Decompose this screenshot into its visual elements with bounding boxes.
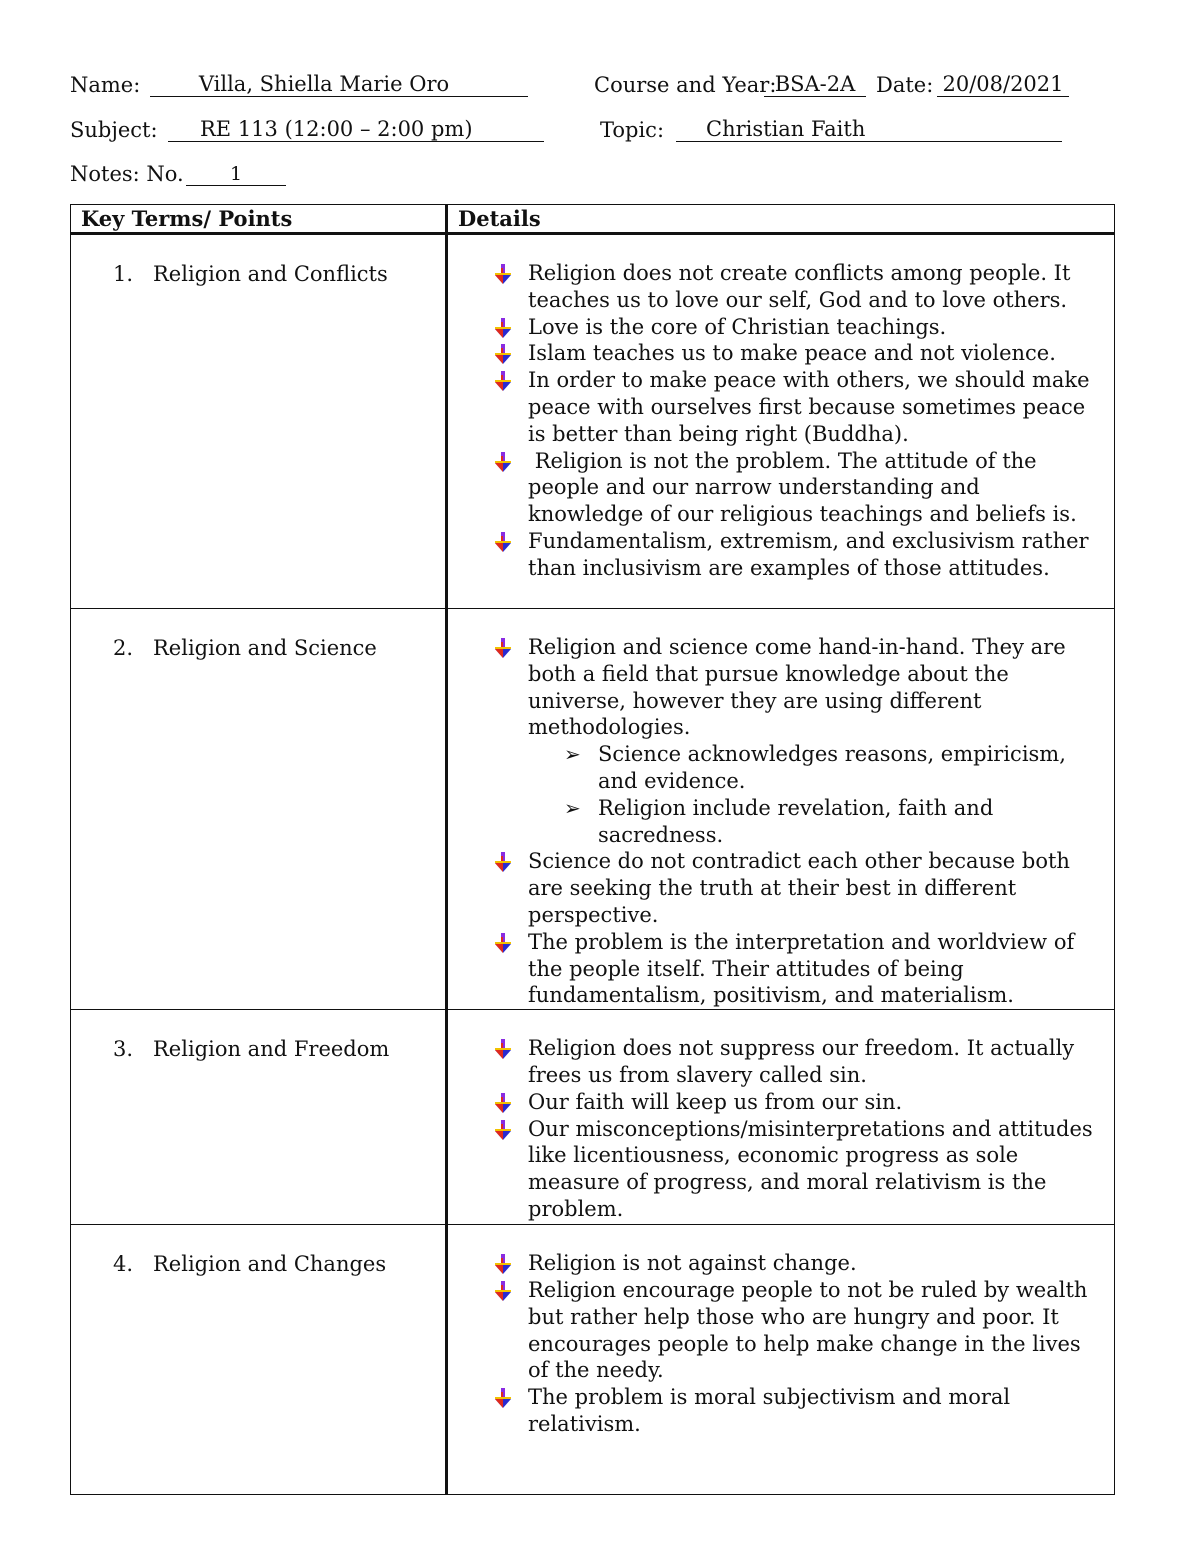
- list-item: Fundamentalism, extremism, and exclusivism rather than inclusivism are examples of those attitudes.: [528, 528, 1098, 582]
- course-value: BSA-2A: [764, 72, 866, 97]
- arrowhead-icon: ➢: [564, 795, 581, 820]
- list-item: The problem is moral subjectivism and moral relativism.: [528, 1384, 1098, 1438]
- arrow-down-bullet-icon: [492, 851, 514, 873]
- name-label: Name:: [70, 73, 141, 97]
- list-item: Our misconceptions/misinterpretations and attitudes like licentiousness, economic progress as sole measure of progress, and moral relativism is the problem.: [528, 1116, 1098, 1223]
- key-terms-header: Key Terms/ Points: [71, 205, 447, 234]
- arrow-down-bullet-icon: [492, 531, 514, 553]
- sub-list-item: ➢ Religion include revelation, faith and sacredness.: [564, 795, 994, 847]
- list-item: Religion is not the problem. The attitude of the people and our narrow understanding and knowledge of our religious teachings and beliefs is.: [528, 448, 1098, 528]
- table-row: [71, 1010, 1115, 1225]
- sub-list: [528, 741, 1098, 848]
- arrow-down-bullet-icon: [492, 370, 514, 392]
- table-row: [71, 234, 1115, 609]
- arrow-down-bullet-icon: [492, 1092, 514, 1114]
- notes-label: Notes: No.: [70, 162, 184, 186]
- list-item: Islam teaches us to make peace and not violence.: [528, 340, 1098, 367]
- course-label: Course and Year:: [594, 73, 777, 97]
- list-item: The problem is the interpretation and worldview of the people itself. Their attitudes of being fundamentalism, positivism, and materialism.: [528, 929, 1098, 1009]
- topic-label: Topic:: [600, 118, 665, 142]
- arrow-down-bullet-icon: [492, 451, 514, 473]
- key-term: 3. Religion and Freedom: [113, 1037, 390, 1062]
- details-list: [448, 1010, 1114, 1223]
- key-term: 1. Religion and Conflicts: [113, 262, 388, 286]
- topic-value: Christian Faith: [676, 117, 1062, 142]
- arrow-down-bullet-icon: [492, 1119, 514, 1141]
- key-term: 2. Religion and Science: [113, 636, 377, 660]
- list-item: Religion is not against change.: [528, 1250, 1098, 1277]
- list-item: Science do not contradict each other because both are seeking the truth at their best in different perspective.: [528, 848, 1098, 928]
- subject-label: Subject:: [70, 118, 158, 142]
- list-item: Religion encourage people to not be ruled by wealth but rather help those who are hungry and poor. It encourages people to help make change in the lives of the needy.: [528, 1277, 1098, 1384]
- details-list: [448, 235, 1114, 582]
- arrow-down-bullet-icon: [492, 932, 514, 954]
- arrow-down-bullet-icon: [492, 343, 514, 365]
- arrow-down-bullet-icon: [492, 637, 514, 659]
- list-item: Religion does not suppress our freedom. It actually frees us from slavery called sin.: [528, 1035, 1098, 1089]
- subject-value: RE 113 (12:00 – 2:00 pm): [168, 117, 544, 142]
- list-item: In order to make peace with others, we should make peace with ourselves first because sometimes peace is better than being right (Buddha).: [528, 367, 1098, 447]
- table-row: [71, 1225, 1115, 1495]
- list-item: Our faith will keep us from our sin.: [528, 1089, 1098, 1116]
- date-label: Date:: [876, 73, 934, 97]
- date-value: 20/08/2021: [937, 72, 1069, 97]
- list-item: Religion and science come hand-in-hand. They are both a field that pursue knowledge about the universe, however they are using different methodologies. ➢ Science acknowledges reasons, empiricism, and evidence. ➢ Religion include revelation, faith and sacredness.: [528, 634, 1098, 848]
- list-item: Love is the core of Christian teachings.: [528, 314, 1098, 341]
- table-row: [71, 609, 1115, 1010]
- name-value: Villa, Shiella Marie Oro: [150, 72, 528, 97]
- notes-value: 1: [186, 161, 286, 186]
- key-term: 4. Religion and Changes: [113, 1252, 387, 1277]
- details-header: Details: [447, 205, 1115, 234]
- arrow-down-bullet-icon: [492, 317, 514, 339]
- details-list: [448, 609, 1114, 1009]
- details-list: [448, 1225, 1114, 1438]
- arrow-down-bullet-icon: [492, 1280, 514, 1302]
- list-item: Religion does not create conflicts among people. It teaches us to love our self, God and to love others.: [528, 260, 1098, 314]
- sub-list-item: ➢ Science acknowledges reasons, empiricism, and evidence.: [564, 742, 1066, 793]
- arrow-down-bullet-icon: [492, 1387, 514, 1409]
- arrow-down-bullet-icon: [492, 263, 514, 285]
- arrow-down-bullet-icon: [492, 1253, 514, 1275]
- notes-table: [70, 204, 1115, 1495]
- arrowhead-icon: ➢: [564, 742, 581, 767]
- arrow-down-bullet-icon: [492, 1038, 514, 1060]
